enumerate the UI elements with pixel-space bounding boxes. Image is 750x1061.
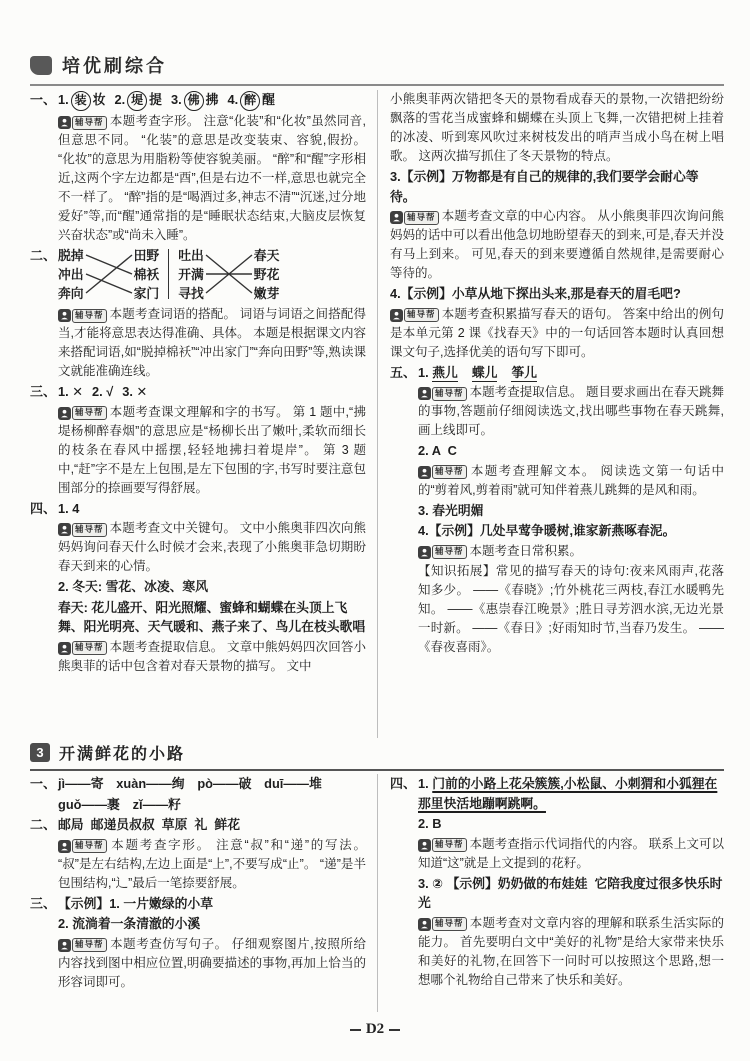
tutor-icon (418, 466, 431, 479)
answer-line: 春天: 花儿盛开、阳光照耀、蜜蜂和蝴蝶在头顶上飞舞、阳光明亮、天气暖和、燕子来了、鸟儿在枝头歌唱 (58, 599, 366, 634)
judge-item: 3. ✕ (122, 384, 148, 399)
bottom-left-column (30, 774, 377, 1012)
answer-line: 1. 燕儿 蝶儿 筝儿 (418, 364, 538, 380)
page-number: D2 (365, 1021, 385, 1037)
underlined-word: 蝶儿 (471, 364, 498, 380)
answer-line: 邮局 邮递员叔叔 草原 礼 鲜花 (58, 817, 241, 832)
section-marker: 一、 (30, 776, 57, 791)
judge-item: 2. √ (91, 384, 114, 399)
helper-badge: 辅导帮 (58, 523, 107, 537)
section-4 (30, 499, 366, 676)
section-3 (30, 382, 366, 498)
judge-item: 1. ✕ (58, 384, 83, 399)
match-words-left (178, 246, 204, 303)
section-5 (390, 363, 724, 657)
knowledge-extension: 【知识拓展】常见的描写春天的诗句:夜来风雨声,花落知多少。 ——《春晓》;竹外桃花三两枝,春江水暖鸭先知。 ——《惠崇春江晚景》;胜日寻芳泗水滨,无边光景一时新。 ——《春日》;好雨知时节,当春乃发生。 ——《春夜喜雨》。 (418, 563, 724, 654)
match-word: 寻找 (178, 286, 204, 301)
answer-line (58, 90, 366, 111)
underlined-word: 燕儿 (432, 364, 458, 380)
match-lines-svg (84, 246, 134, 303)
explanation: 辅导帮 本题考查理解文本。 阅读选文第一句话中的“剪着风,剪着雨”就可知伴着燕儿跳舞的是风和雨。 (418, 463, 724, 497)
answer-line: 【示例】1. 一片嫩绿的小草 (58, 895, 213, 911)
explanation: 辅导帮 本题考查字形。 注意“叔”和“递”的写法。 “叔”是左右结构,左边上面是“上”,不要写成“止”。 “递”是半包围结构,“辶”最后一笔捺要舒展。 (58, 837, 366, 890)
explanation: 辅导帮 本题考查日常积累。 (418, 542, 724, 561)
answer-line: 2. B (418, 816, 442, 831)
explanation: 辅导帮 本题考查文章的中心内容。 从小熊奥菲四次询问熊妈妈的话中可以看出他急切地盼望春天的到来,可是,春天并没有马上到来。 可见,春天的到来要遵循自然规律,是需要耐心等待的。 (390, 209, 724, 280)
check-mark: √ (106, 384, 114, 399)
section-marker: 二、 (30, 817, 57, 832)
match-lines-svg (204, 246, 254, 303)
tutor-icon (390, 309, 403, 322)
answer-pair: 3. 佛 拂 (171, 92, 218, 107)
answer-line: 1. 门前的小路上花朵簇簇,小松鼠、小刺猬和小狐狸在那里快活地蹦啊跳啊。 (418, 776, 718, 811)
circled-character: 醉 (240, 91, 260, 111)
answer-line (58, 382, 366, 402)
match-word: 春天 (253, 248, 280, 263)
underlined-answer: 门前的小路上花朵簇簇,小松鼠、小刺猬和小狐狸在那里快活地蹦啊跳啊。 (418, 776, 718, 811)
answer-pair: 2. 堤 提 (114, 92, 161, 107)
explanation: 辅导帮 本题考查文中关键句。 文中小熊奥菲四次向熊妈妈询问春天什么时候才会来,表现了小熊奥菲急切期盼春天到来的心情。 (58, 521, 366, 573)
helper-badge: 辅导帮 (418, 917, 467, 931)
lesson-number-badge: 3 (30, 743, 50, 762)
section-marker: 三、 (30, 895, 57, 911)
match-group-divider (168, 249, 169, 299)
answer-line: 2. 流淌着一条清澈的小溪 (58, 916, 201, 931)
header-square-icon (30, 56, 52, 75)
bottom-right-column (377, 774, 724, 1012)
answer-line: 3. 春光明媚 (418, 502, 484, 518)
section-marker: 三、 (30, 384, 57, 399)
helper-badge: 辅导帮 (58, 406, 107, 420)
explanation: 辅导帮 本题考查指示代词指代的内容。 联系上文可以知道“这”就是上文提到的花籽。 (418, 836, 724, 870)
tutor-icon (418, 918, 431, 931)
helper-badge: 辅导帮 (390, 211, 439, 225)
explanation: 辅导帮 本题考查词语的搭配。 词语与词语之间搭配得当,才能将意思表达得准确、具体。 本题是根据课文内容来搭配词语,如“脱掉棉袄”“冲出家门”“奔向田野”等,熟读课文就能准确连线。 (58, 307, 366, 378)
tutor-icon (390, 211, 403, 224)
section-marker: 二、 (30, 248, 57, 263)
helper-badge: 辅导帮 (418, 387, 467, 401)
tutor-icon (58, 840, 71, 853)
answer-line: 2. A C (418, 443, 457, 458)
helper-badge: 辅导帮 (58, 938, 107, 952)
match-word: 田野 (133, 248, 160, 263)
answer-line: 4.【示例】小草从地下探出头来,那是春天的眉毛吧? (390, 286, 681, 301)
tutor-icon (58, 642, 71, 655)
matching-exercise (58, 246, 366, 303)
section-marker: 五、 (390, 364, 417, 380)
answer-line: 1. 4 (58, 500, 80, 516)
explanation: 辅导帮 本题考查积累描写春天的语句。 答案中给出的例句是本单元第 2 课《找春天》中的一句话回答本题时认真回想课文句子,选择优美的语句写下即可。 (390, 306, 724, 359)
helper-badge: 辅导帮 (418, 838, 467, 852)
circled-character: 佛 (184, 91, 204, 111)
section-marker: 一、 (30, 92, 57, 107)
match-word: 开满 (178, 267, 204, 282)
explanation-continued: 小熊奥菲两次错把冬天的景物看成春天的景物,一次错把纷纷飘落的雪花当成蜜蜂和蝴蝶在头顶上飞舞,一次错把树上挂着的冰凌、听到寒风吹过来树枝发出的哨声当成小鸟在树上唱歌。 这两次描写抓住了冬天景物的特点。 (390, 92, 724, 163)
section-3 (30, 894, 366, 992)
match-word: 嫩芽 (253, 286, 280, 301)
section-marker: 四、 (30, 500, 57, 516)
answer-line: 4.【示例】几处早莺争暖树,谁家新燕啄春泥。 (418, 523, 676, 538)
match-words-right (134, 246, 160, 303)
answer-line: 3.【示例】万物都是有自己的规律的,我们要学会耐心等待。 (390, 169, 699, 204)
section-4 (390, 774, 724, 990)
match-words-left (58, 246, 84, 303)
page-header (30, 52, 724, 86)
match-word: 吐出 (178, 248, 204, 263)
section-1 (30, 90, 366, 245)
underlined-word: 筝儿 (511, 364, 538, 380)
section-marker: 四、 (390, 776, 417, 791)
cross-mark: ✕ (136, 384, 148, 399)
match-words-right (254, 246, 280, 303)
tutor-icon (58, 309, 71, 322)
helper-badge: 辅导帮 (58, 309, 107, 323)
section-2 (30, 246, 366, 381)
match-word: 野花 (253, 267, 280, 282)
bottom-answer-block (30, 774, 724, 1012)
tutor-icon (418, 839, 431, 852)
tutor-icon (58, 407, 71, 420)
lesson-title: 开满鲜花的小路 (59, 746, 186, 763)
tutor-icon (58, 523, 71, 536)
match-word: 棉袄 (133, 267, 160, 282)
footer-dash (389, 1029, 400, 1031)
explanation: 辅导帮 本题考查提取信息。 题目要求画出在春天跳舞的事物,答题前仔细阅读选文,找出哪些事物在春天跳舞,画上线即可。 (418, 385, 724, 437)
top-right-column (377, 90, 724, 738)
section-2 (30, 815, 366, 893)
explanation: 辅导帮 本题考查仿写句子。 仔细观察图片,按照所给内容找到图中相应位置,明确要描述的事物,再加上恰当的形容词即可。 (58, 936, 366, 989)
section-1 (30, 774, 366, 814)
explanation: 辅导帮 本题考查提取信息。 文章中熊妈妈四次回答小熊奥菲的话中包含着对春天景物的描写。 文中 (58, 639, 366, 673)
page-footer (0, 1021, 750, 1038)
answer-line: guǒ——裹 zǐ——籽 (58, 796, 181, 812)
explanation: 辅导帮 本题考查对文章内容的理解和联系生活实际的能力。 首先要明白文中“美好的礼物”是给大家带来快乐和美好的礼物,在回答下一问时可以按照这个思路,想一想哪个礼物给自己带来了快乐和美好。 (418, 915, 724, 987)
match-word: 奔向 (58, 286, 84, 301)
top-answer-block (30, 90, 724, 738)
helper-badge: 辅导帮 (390, 308, 439, 322)
answer-line: 3. ② 【示例】奶奶做的布娃娃 它陪我度过很多快乐时光 (418, 875, 723, 910)
answer-line: jì——寄 xuàn——绚 pò——破 duī——堆 (58, 776, 322, 791)
explanation: 辅导帮 本题考查课文理解和字的书写。 第 1 题中,“拂堤杨柳醉春烟”的意思应是“杨柳长出了嫩叶,柔软而细长的枝条在春风中摇摆,轻轻地拂扫着堤岸”。 第 3 题中,“赶”字不是左上包围,是左下包围的字,书写时要注意包围部分的捺画要写得舒展。 (58, 404, 366, 495)
explanation: 辅导帮 本题考查字形。 注意“化装”和“化妆”虽然同音,但意思不同。 “化装”的意思是改变装束、容貌,假扮。 “化妆”的意思为用脂粉等使容貌美丽。 “醉”和“醒”字形相近,这两个字左边都是“酉”,但是右边不一样,意思也就完全不一样了。 “醉”指的是“喝酒过多,神志不清”“沉迷,过分地爱好”等,而“醒”通常指的是“睡眠状态结束,大脑皮层恢复兴奋状态”或“尚未入睡”。 (58, 114, 366, 242)
tutor-icon (58, 939, 71, 952)
answer-pair: 1. 装 妆 (58, 92, 105, 107)
tutor-icon (58, 116, 71, 129)
match-word: 家门 (133, 286, 160, 301)
answer-pair: 4. 醉 醒 (227, 92, 274, 107)
helper-badge: 辅导帮 (418, 465, 467, 479)
match-word: 冲出 (58, 267, 84, 282)
lesson-header (30, 741, 724, 771)
page-title: 培优刷综合 (62, 56, 167, 76)
top-left-column (30, 90, 377, 738)
tutor-icon (418, 546, 431, 559)
tutor-icon (418, 387, 431, 400)
helper-badge: 辅导帮 (58, 116, 107, 130)
cross-mark: ✕ (72, 384, 83, 399)
circled-character: 堤 (127, 91, 147, 111)
helper-badge: 辅导帮 (418, 545, 467, 559)
circled-character: 装 (71, 91, 91, 111)
helper-badge: 辅导帮 (58, 641, 107, 655)
helper-badge: 辅导帮 (58, 839, 107, 853)
footer-dash (350, 1029, 361, 1031)
match-word: 脱掉 (58, 248, 84, 263)
answer-line: 2. 冬天: 雪花、冰凌、寒风 (58, 579, 209, 594)
